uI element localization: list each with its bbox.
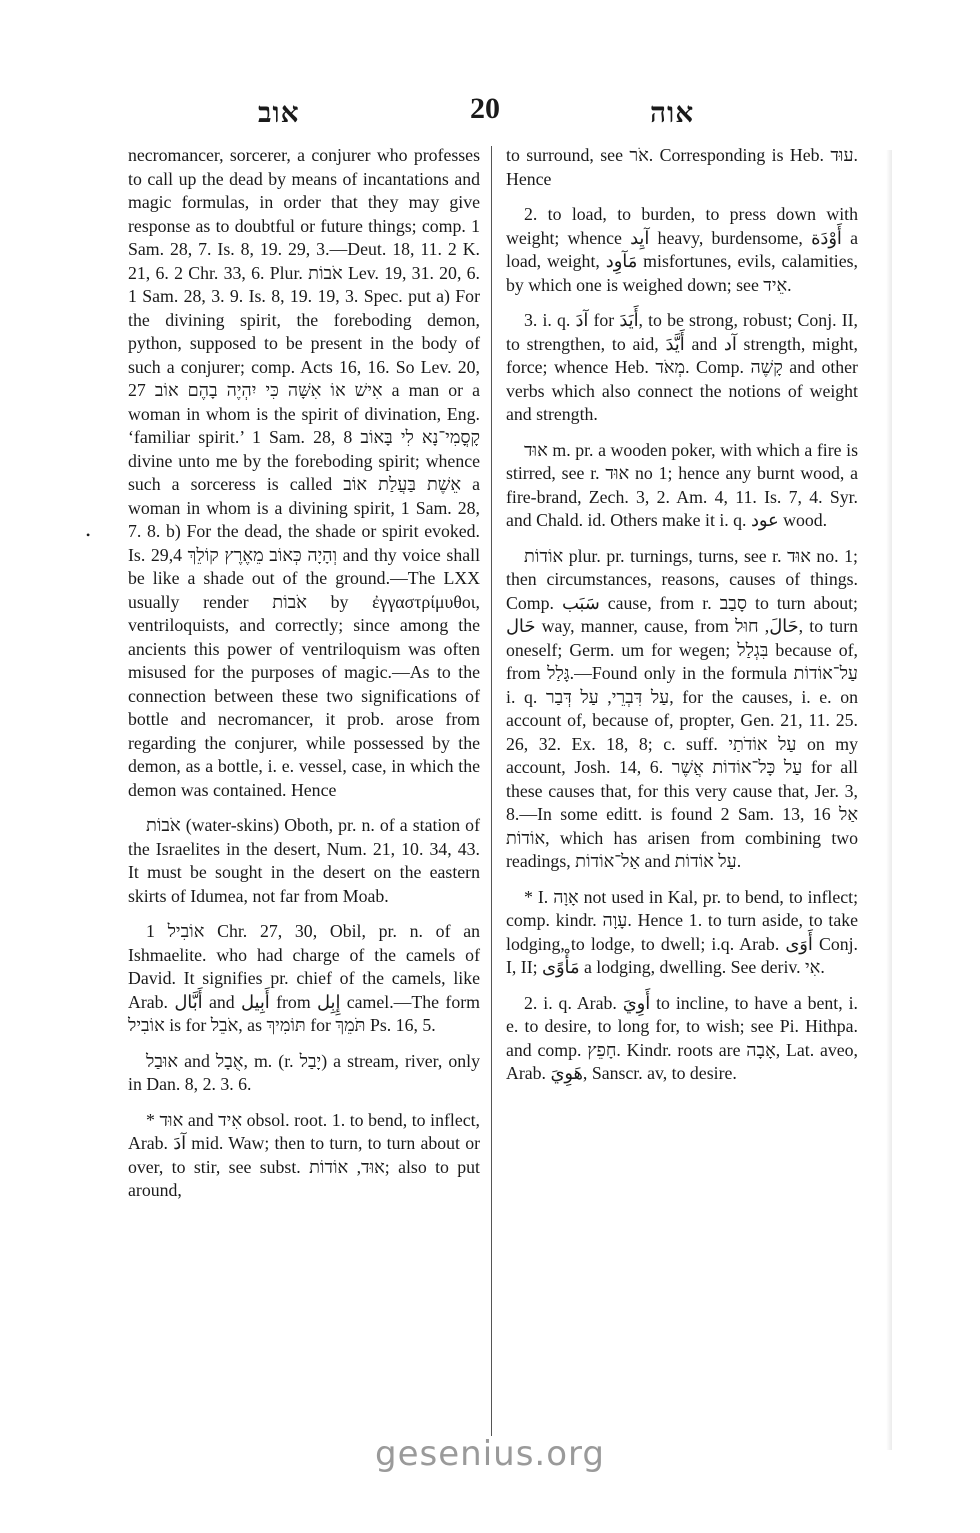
left-running-headword: אוב (258, 98, 300, 129)
entry-avah-2: 2. i. q. Arab. أَوِيَ to incline, to have a bent, i. e. to desire, to long for, to wish; see Pi. Hithpa. and comp. חָפֵץ. Kindr. roots are אָבָה, Lat. aveo, Arab. هَوِيَ, Sanscr. av, to desire. (506, 992, 858, 1083)
entry-ud-noun: אוּד m. pr. a wooden poker, with which a fire is stirred, see r. אוּד no 1; hence any burnt wood, a fire-brand, Zech. 3, 2. Am. 4, 11. Is. 7, 4. Syr. and Chald. id. Others make it i. q. عود wood. (506, 439, 859, 530)
entry-ud-sense-2: 2. to load, to burden, to press down with weight; whence آيِد heavy, burdensome, أَوْدَة a load, weight, مَآوِد misfortunes, evils, calamities, by which one is weighed down; see אֵיד. (506, 204, 858, 295)
entry-ud-root: * אוּד and אִיד obsol. root. 1. to bend, to inflect, Arab. آدَ mid. Waw; then to turn, to turn about or over, to stir, see subst. אוּד, אוֹדוֹת; also to put around, (128, 1109, 481, 1200)
entry-oboth: אֹבוֹת (water-skins) Oboth, pr. n. of a station of the Israelites in the desert, Num. 21, 10. 34, 43. It must be sought in the desert on the eastern skirts of Idumea, not far from Moab. (128, 815, 480, 906)
entry-uval: אוּבַל and אֻבָל, m. (r. יָבַל) a stream, river, only in Dan. 8, 2. 3. 6. (128, 1050, 480, 1094)
entry-ud-sense-3: 3. i. q. آدَ for أَيَدَ, to be strong, robust; Conj. II, to strengthen, to aid, أَيَّدَ and آد strength, might, force; whence Heb. מְאֹד. Comp. קָשֶׁה and other verbs which also connect the notions of weight and strength. (506, 310, 859, 424)
entry-ob-continuation: necromancer, sorcerer, a conjurer who professes to call up the dead by means of incantations and magic formulas, in order that they may give response as to doubtful or future things; comp. 1 Sam. 28, 7. Is. 8, 19. 29, 3.—Deut. 18, 11. 2 K. 21, 6. 2 Chr. 33, 6. Plur. אֹבוֹת Lev. 19, 31. 20, 6. 1 Sam. 28, 3. 9. Is. 8, 19. 19, 3. Spec. put a) For the divining spirit, the foreboding demon, python, supposed to be present in the body of such a conjurer; comp. Acts 16, 16. So Lev. 20, 27 אִישׁ אוֹ אִשָּׁה כִּי יִהְיֶה בָהֶם אוֹב a man or a woman in whom is the spirit of divination, Eng. ‘familiar spirit.’ 1 Sam. 28, 8 קָסֳמִי־נָא לִי בָּאוֹב divine unto me by the foreboding spirit; whence such a sorceress is called אֵשֶׁת בַּעֲלַת אוֹב a woman in whom is a divining spirit, 1 Sam. 28, 7. 8. b) For the dead, the shade or spirit evoked. Is. 29,4 וְהָיָה כְּאוֹב מֵאֶרֶץ קוֹלֵךְ and thy voice shall be like a shade out of the ground.—The LXX usually render אֹבוֹת by ἐγγαστρίμυθοι, ventriloquists, and correctly; since among the ancients this power of ventriloquism was often misused for the purposes of magic.—As to the connection between these two significations of bottle and necromancer, it prob. arose from regarding the conjurer, while possessed by the demon, as a bottle, i. e. vessel, case, in which the demon was contained. Hence (128, 145, 481, 800)
page-number: 20 (470, 92, 500, 125)
page-header (0, 92, 980, 132)
entry-avah-1: * I. אָוָה not used in Kal, pr. to bend, to inflect; comp. kindr. עָוָה. Hence 1. to turn aside, to take lodging, to lodge, to dwell; i.q. Arab. أَوَى Conj. I, II; مَأْوًى a lodging, dwelling. See deriv. אִי. (506, 886, 859, 977)
entry-odot: אוֹדוֹת plur. pr. turnings, turns, see r. אוּד no. 1; then circumstances, reasons, causes of things. Comp. سَبَب cause, from r. סָבַב to turn about; حَال way, manner, cause, from حَالَ, חוּל, to turn oneself; Germ. um for wegen; בִּגְלַל because of, from גָּלַל.—Found only in the formula עַל־אוֹדוֹת i. q. עַל דִּבְרֵי, עַל דְּבַר, for the causes, i. e. on account of, because of, propter, Gen. 21, 11. 25. 26, 32. Ex. 18, 8; c. suff. עַל אוֹדֹתַי on my account, Josh. 14, 6. עַל כָּל־אוֹדוֹת אֲשֶׁר for all these causes that, for this very cause that, Jer. 3, 8.—In some editt. is found 2 Sam. 13, 16 אַל אוֹדוֹת, which has arisen from combining two readings, אַל־אוֹדוֹת and עַל אוֹדוֹת. (506, 545, 859, 871)
site-watermark: gesenius.org (375, 1434, 605, 1474)
margin-dot: • (86, 528, 91, 542)
entry-obil: אוֹבִיל 1 Chr. 27, 30, Obil, pr. n. of an Ishmaelite. who had charge of the camels of David. It signifies pr. chief of the camels, like Arab. أَبَّال and أَبِيل from إِبِل camel.—The form אוֹבִיל is for אֹבֵל, as תּוֹמִיךְ for תֹּמֵךְ Ps. 16, 5. (128, 921, 480, 1035)
left-column (128, 144, 480, 1215)
entry-ud-root-continuation: to surround, see אֹר. Corresponding is Heb. עוּד. Hence (506, 145, 858, 189)
right-running-headword: אוה (650, 98, 695, 129)
page-edge-shadow (886, 150, 892, 1450)
column-divider (491, 146, 492, 1436)
right-column (506, 144, 858, 1098)
